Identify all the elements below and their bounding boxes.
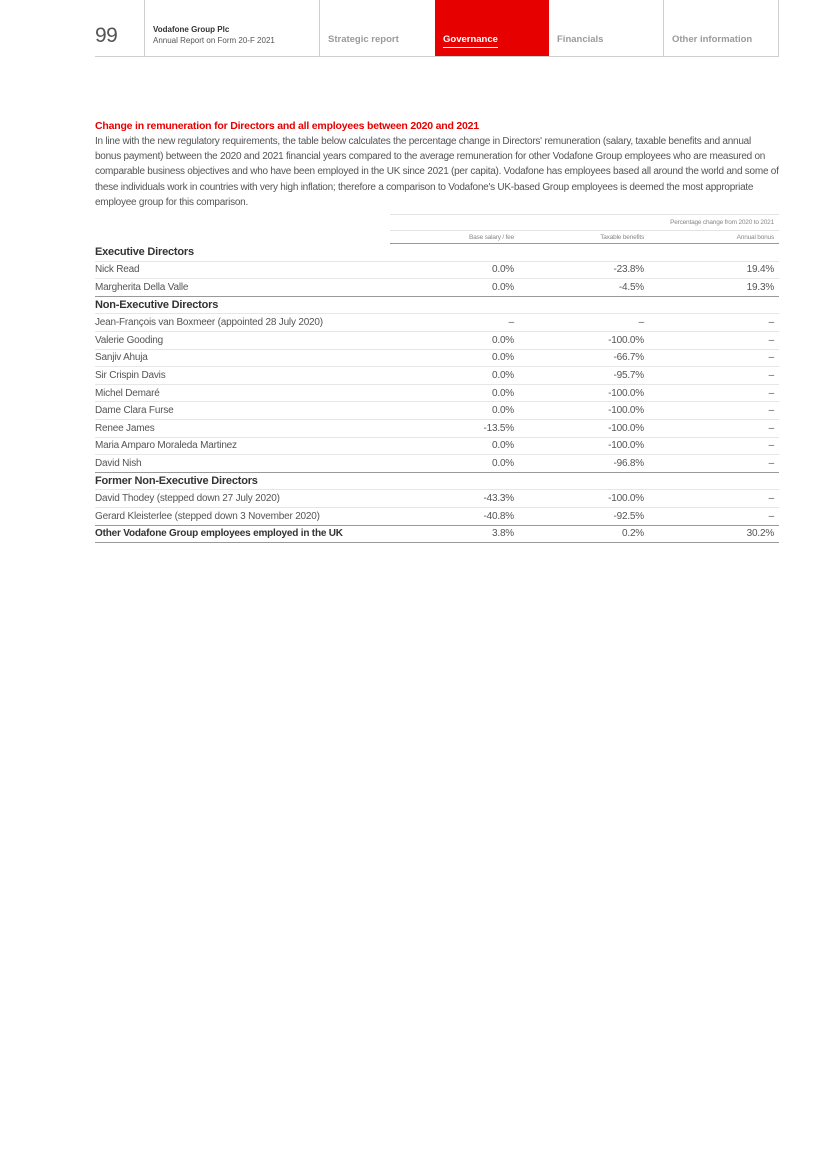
taxable-benefits-change: –: [519, 314, 649, 332]
taxable-benefits-change: 0.2%: [519, 525, 649, 543]
taxable-benefits-change: -100.0%: [519, 490, 649, 508]
page-header: [95, 0, 779, 57]
director-name: Dame Clara Furse: [95, 402, 390, 420]
taxable-benefits-change: -66.7%: [519, 349, 649, 367]
base-salary-change: 0.0%: [390, 279, 519, 297]
section-intro: In line with the new regulatory requirements, the table below calculates the percentage change in Directors' remuneration (salary, taxable benefits and annual bonus payment) between the 2020 and 2021 financial years compared to the average remuneration for other Vodafone Group employees who are measured on comparable business objectives and who have been employed in the UK since 2021 (per capita). Vodafone has employees based all around the world and some of these individuals work in countries with very high inflation; therefore a comparison to Vodafone's UK-based Group employees is deemed the most appropriate employee group for this comparison.: [95, 136, 779, 208]
remuneration-change-table: [95, 214, 779, 543]
director-name: Sanjiv Ahuja: [95, 349, 390, 367]
annual-bonus-change: –: [649, 314, 779, 332]
director-name: David Nish: [95, 455, 390, 473]
director-name: David Thodey (stepped down 27 July 2020): [95, 490, 390, 508]
annual-bonus-change: –: [649, 349, 779, 367]
table-column-header-row: [95, 231, 779, 244]
table-header-spacer: [95, 231, 390, 244]
base-salary-change: 0.0%: [390, 437, 519, 455]
taxable-benefits-change: -95.7%: [519, 367, 649, 385]
section-title: Change in remuneration for Directors and all employees between 2020 and 2021: [95, 120, 479, 132]
nav-tab-other-information[interactable]: [664, 0, 779, 56]
annual-bonus-change: 19.4%: [649, 261, 779, 279]
column-header-annual-bonus: Annual bonus: [649, 231, 779, 244]
annual-bonus-change: –: [649, 455, 779, 473]
base-salary-change: -43.3%: [390, 490, 519, 508]
table-section-title: Former Non-Executive Directors: [95, 472, 779, 490]
base-salary-change: 0.0%: [390, 261, 519, 279]
director-name: Nick Read: [95, 261, 390, 279]
annual-bonus-change: –: [649, 384, 779, 402]
nav-tab-label: Financials: [557, 34, 604, 45]
annual-bonus-change: –: [649, 402, 779, 420]
nav-tab-strategic-report[interactable]: [320, 0, 435, 56]
company-name: Vodafone Group Plc: [153, 25, 230, 34]
main-content: [95, 120, 779, 543]
director-name: Maria Amparo Moraleda Martinez: [95, 437, 390, 455]
annual-bonus-change: –: [649, 419, 779, 437]
base-salary-change: 0.0%: [390, 384, 519, 402]
table-row: [95, 279, 779, 297]
table-row: [95, 402, 779, 420]
taxable-benefits-change: -100.0%: [519, 402, 649, 420]
table-group-header: Percentage change from 2020 to 2021: [390, 215, 779, 231]
director-name: Gerard Kleisterlee (stepped down 3 November 2020): [95, 507, 390, 525]
base-salary-change: 0.0%: [390, 331, 519, 349]
table-section-title: Executive Directors: [95, 244, 779, 262]
base-salary-change: -13.5%: [390, 419, 519, 437]
table-group-header-row: [95, 215, 779, 231]
taxable-benefits-change: -23.8%: [519, 261, 649, 279]
base-salary-change: –: [390, 314, 519, 332]
table-header-spacer: [95, 215, 390, 231]
director-name: Jean-François van Boxmeer (appointed 28 July 2020): [95, 314, 390, 332]
base-salary-change: 0.0%: [390, 455, 519, 473]
base-salary-change: 3.8%: [390, 525, 519, 543]
annual-bonus-change: –: [649, 490, 779, 508]
nav-tab-governance[interactable]: [435, 0, 549, 56]
taxable-benefits-change: -96.8%: [519, 455, 649, 473]
base-salary-change: 0.0%: [390, 367, 519, 385]
column-header-taxable-benefits: Taxable benefits: [519, 231, 649, 244]
annual-bonus-change: –: [649, 437, 779, 455]
column-header-base-salary: Base salary / fee: [390, 231, 519, 244]
nav-tab-label: Strategic report: [328, 34, 399, 45]
base-salary-change: -40.8%: [390, 507, 519, 525]
nav-tab-label: Governance: [443, 34, 498, 48]
employee-group-name: Other Vodafone Group employees employed in the UK: [95, 525, 390, 543]
table-row: [95, 331, 779, 349]
director-name: Margherita Della Valle: [95, 279, 390, 297]
taxable-benefits-change: -100.0%: [519, 437, 649, 455]
table-row: [95, 455, 779, 473]
table-row: [95, 384, 779, 402]
annual-bonus-change: –: [649, 331, 779, 349]
table-row: [95, 367, 779, 385]
annual-bonus-change: –: [649, 367, 779, 385]
director-name: Sir Crispin Davis: [95, 367, 390, 385]
director-name: Renee James: [95, 419, 390, 437]
report-name: Annual Report on Form 20-F 2021: [153, 36, 275, 45]
page-number: 99: [95, 0, 145, 56]
table-row: [95, 314, 779, 332]
table-section-row: [95, 296, 779, 314]
annual-bonus-change: –: [649, 507, 779, 525]
base-salary-change: 0.0%: [390, 402, 519, 420]
document-title-block: [145, 0, 320, 56]
table-total-row: [95, 525, 779, 543]
taxable-benefits-change: -100.0%: [519, 384, 649, 402]
table-row: [95, 507, 779, 525]
table-row: [95, 437, 779, 455]
nav-tab-label: Other information: [672, 34, 753, 45]
table-row: [95, 261, 779, 279]
table-row: [95, 419, 779, 437]
table-section-title: Non-Executive Directors: [95, 296, 779, 314]
table-row: [95, 349, 779, 367]
director-name: Valerie Gooding: [95, 331, 390, 349]
table-section-row: [95, 472, 779, 490]
table-row: [95, 490, 779, 508]
table-section-row: [95, 244, 779, 262]
taxable-benefits-change: -100.0%: [519, 419, 649, 437]
base-salary-change: 0.0%: [390, 349, 519, 367]
taxable-benefits-change: -92.5%: [519, 507, 649, 525]
taxable-benefits-change: -100.0%: [519, 331, 649, 349]
taxable-benefits-change: -4.5%: [519, 279, 649, 297]
director-name: Michel Demaré: [95, 384, 390, 402]
annual-bonus-change: 19.3%: [649, 279, 779, 297]
nav-tab-financials[interactable]: [549, 0, 664, 56]
annual-bonus-change: 30.2%: [649, 525, 779, 543]
